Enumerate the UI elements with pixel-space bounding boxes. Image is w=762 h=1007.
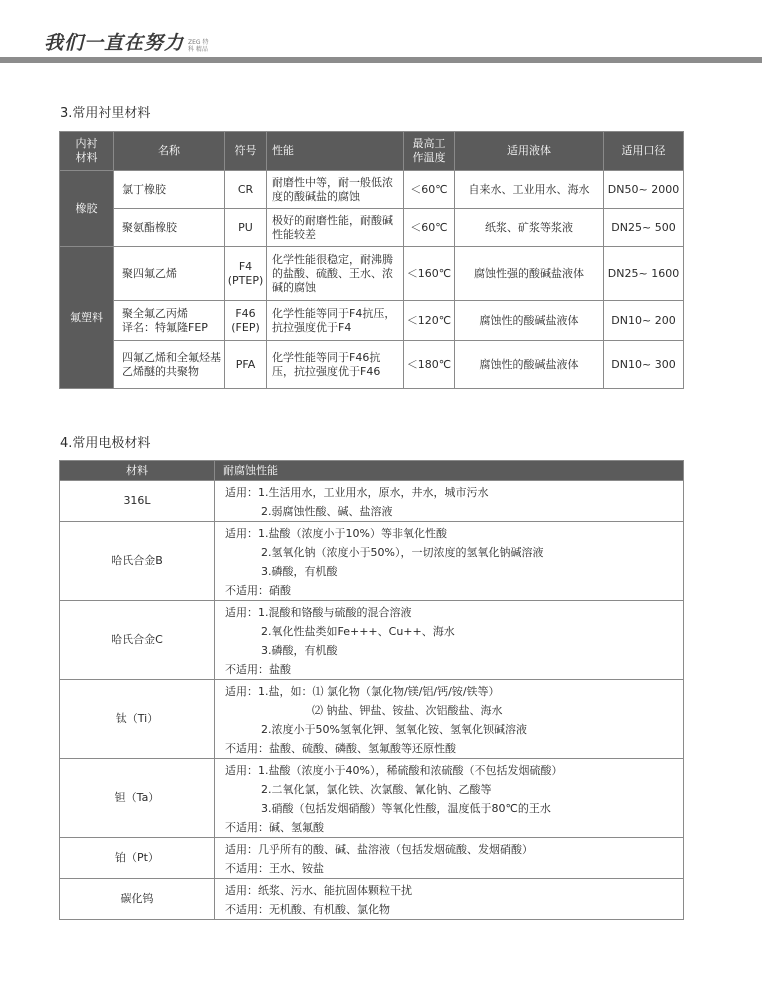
header-name: 名称 <box>114 132 225 171</box>
table-row <box>60 247 684 301</box>
corrosion-resistance-cell <box>215 838 684 879</box>
corrosion-resistance-cell <box>215 680 684 759</box>
material-symbol: F4 (PTEP) <box>225 247 267 301</box>
resistance-line: 不适用：硝酸 <box>225 584 291 597</box>
table-row <box>60 879 684 920</box>
table-header-row <box>60 132 684 171</box>
material-performance: 耐磨性中等，耐一般低浓度的酸碱盐的腐蚀 <box>267 171 404 209</box>
material-name: 氯丁橡胶 <box>114 171 225 209</box>
table-row <box>60 209 684 247</box>
electrode-material: 碳化钨 <box>60 879 215 920</box>
material-group-label: 橡胶 <box>60 171 114 247</box>
header-caliber: 适用口径 <box>604 132 684 171</box>
lining-materials-table <box>59 131 684 389</box>
resistance-line: 适用：1.生活用水，工业用水，原水，井水，城市污水 <box>225 486 489 499</box>
section-title-electrode: 4.常用电极材料 <box>60 436 151 451</box>
material-symbol: PFA <box>225 341 267 389</box>
electrode-material: 哈氏合金B <box>60 522 215 601</box>
resistance-line: 不适用：无机酸、有机酸、氯化物 <box>225 903 390 916</box>
table-row <box>60 759 684 838</box>
header-bar <box>0 57 762 63</box>
header-corrosion-resistance: 耐腐蚀性能 <box>215 461 684 481</box>
applicable-liquid: 自来水、工业用水、海水 <box>455 171 604 209</box>
resistance-line: 适用：几乎所有的酸、碱、盐溶液（包括发烟硫酸、发烟硝酸） <box>225 843 533 856</box>
resistance-line: 2.氧化性盐类如Fe+++、Cu++、海水 <box>261 625 455 638</box>
header-symbol: 符号 <box>225 132 267 171</box>
table-row <box>60 522 684 601</box>
table-row <box>60 601 684 680</box>
max-temperature: ＜60℃ <box>404 209 455 247</box>
applicable-liquid: 纸浆、矿浆等浆液 <box>455 209 604 247</box>
applicable-liquid: 腐蚀性的酸碱盐液体 <box>455 341 604 389</box>
header-material: 材料 <box>60 461 215 481</box>
electrode-material: 铂（Pt） <box>60 838 215 879</box>
header-performance: 性能 <box>267 132 404 171</box>
applicable-liquid: 腐蚀性强的酸碱盐液体 <box>455 247 604 301</box>
electrode-material: 钽（Ta） <box>60 759 215 838</box>
applicable-caliber: DN25~ 500 <box>604 209 684 247</box>
max-temperature: ＜60℃ <box>404 171 455 209</box>
table-row <box>60 680 684 759</box>
resistance-line: 2.氢氧化钠（浓度小于50%），一切浓度的氢氧化钠碱溶液 <box>261 546 544 559</box>
max-temperature: ＜180℃ <box>404 341 455 389</box>
resistance-line: 2.二氧化氯，氯化铁、次氯酸、氰化钠、乙酸等 <box>261 783 492 796</box>
electrode-material: 哈氏合金C <box>60 601 215 680</box>
resistance-line: 3.硝酸（包括发烟硝酸）等氧化性酸，温度低于80℃的王水 <box>261 802 551 815</box>
resistance-line: 2.弱腐蚀性酸、碱、盐溶液 <box>261 505 393 518</box>
resistance-line: 不适用：盐酸、硫酸、磷酸、氢氟酸等还原性酸 <box>225 742 456 755</box>
material-symbol: CR <box>225 171 267 209</box>
material-name: 聚全氟乙丙烯 译名：特氟隆FEP <box>114 301 225 341</box>
applicable-caliber: DN25~ 1600 <box>604 247 684 301</box>
resistance-line: 适用：纸浆、污水、能抗固体颗粒干扰 <box>225 884 412 897</box>
max-temperature: ＜120℃ <box>404 301 455 341</box>
corrosion-resistance-cell <box>215 879 684 920</box>
brand-subtext: ZEG 特科 精品 <box>188 39 209 53</box>
table-row <box>60 838 684 879</box>
header-lining-material: 内衬 材料 <box>60 132 114 171</box>
material-group-label: 氟塑料 <box>60 247 114 389</box>
material-symbol: PU <box>225 209 267 247</box>
resistance-line: 不适用：盐酸 <box>225 663 291 676</box>
resistance-line: 不适用：碱、氢氟酸 <box>225 821 324 834</box>
table-row <box>60 301 684 341</box>
applicable-caliber: DN50~ 2000 <box>604 171 684 209</box>
applicable-caliber: DN10~ 200 <box>604 301 684 341</box>
material-symbol: F46 (FEP) <box>225 301 267 341</box>
brand-slogan: 我们一直在努力 <box>44 32 185 54</box>
material-name: 四氟乙烯和全氟烃基乙烯醚的共聚物 <box>114 341 225 389</box>
applicable-liquid: 腐蚀性的酸碱盐液体 <box>455 301 604 341</box>
resistance-line: 适用：1.混酸和铬酸与硫酸的混合溶液 <box>225 606 412 619</box>
corrosion-resistance-cell <box>215 481 684 522</box>
material-performance: 化学性能等同于F4抗压，抗拉强度优于F4 <box>267 301 404 341</box>
resistance-line: ⑵ 钠盐、钾盐、铵盐、次铝酸盐、海水 <box>312 704 503 717</box>
resistance-line: 2.浓度小于50%氢氧化钾、氢氧化铵、氢氧化钡碱溶液 <box>261 723 527 736</box>
resistance-line: 3.磷酸，有机酸 <box>261 565 338 578</box>
material-name: 聚四氟乙烯 <box>114 247 225 301</box>
resistance-line: 适用：1.盐酸（浓度小于40%），稀硫酸和浓硫酸（不包括发烟硫酸） <box>225 764 563 777</box>
table-row <box>60 481 684 522</box>
material-performance: 化学性能等同于F46抗压，抗拉强度优于F46 <box>267 341 404 389</box>
header-liquid: 适用液体 <box>455 132 604 171</box>
table-row <box>60 171 684 209</box>
applicable-caliber: DN10~ 300 <box>604 341 684 389</box>
corrosion-resistance-cell <box>215 522 684 601</box>
electrode-material: 钛（Ti） <box>60 680 215 759</box>
resistance-line: 适用：1.盐，如：⑴ 氯化物（氯化物/镁/铝/钙/铵/铁等） <box>225 685 500 698</box>
resistance-line: 不适用：王水、铵盐 <box>225 862 324 875</box>
max-temperature: ＜160℃ <box>404 247 455 301</box>
corrosion-resistance-cell <box>215 601 684 680</box>
material-name: 聚氨酯橡胶 <box>114 209 225 247</box>
brand-logo <box>44 28 210 55</box>
material-performance: 化学性能很稳定，耐沸腾的盐酸、硫酸、王水、浓碱的腐蚀 <box>267 247 404 301</box>
resistance-line: 适用：1.盐酸（浓度小于10%）等非氧化性酸 <box>225 527 447 540</box>
header-max-temp: 最高工 作温度 <box>404 132 455 171</box>
electrode-materials-table <box>59 460 684 920</box>
corrosion-resistance-cell <box>215 759 684 838</box>
section-title-lining: 3.常用衬里材料 <box>60 106 151 121</box>
resistance-line: 3.磷酸，有机酸 <box>261 644 338 657</box>
electrode-material: 316L <box>60 481 215 522</box>
table-header-row <box>60 461 684 481</box>
table-row <box>60 341 684 389</box>
material-performance: 极好的耐磨性能，耐酸碱性能较差 <box>267 209 404 247</box>
